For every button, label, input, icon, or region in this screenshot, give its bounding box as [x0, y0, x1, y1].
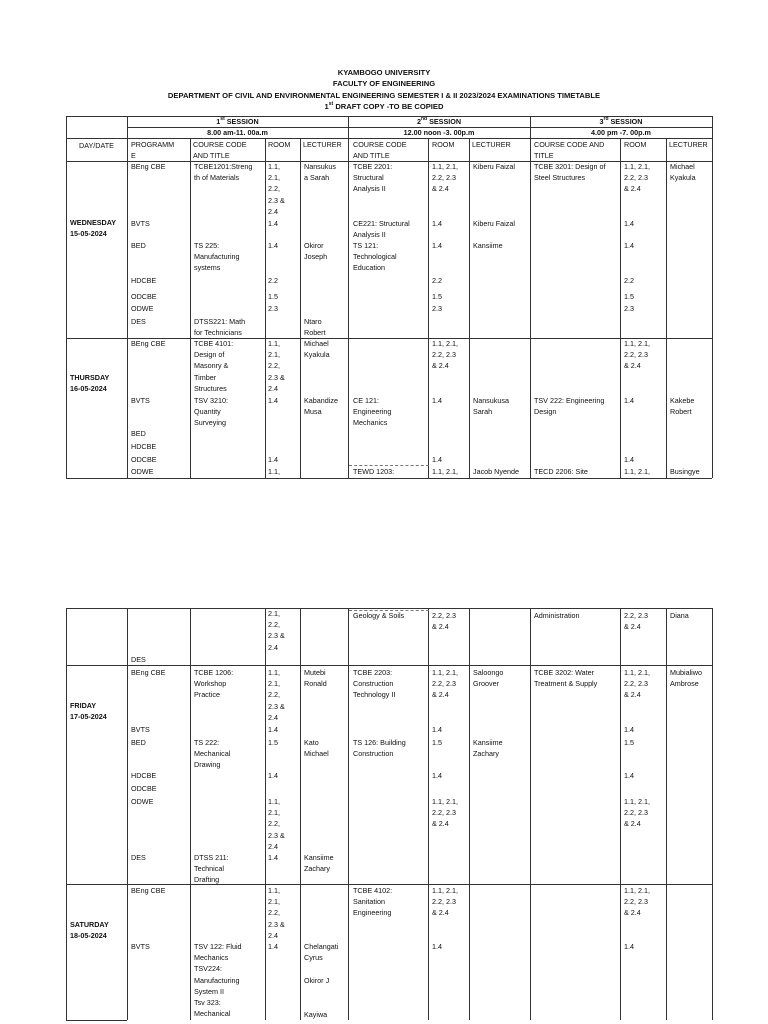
programme-cell: BED [131, 241, 146, 250]
lecturer-cell: Mubialiwo Ambrose [670, 668, 702, 689]
room-cell: 1.4 [268, 771, 278, 780]
room-cell: 1.4 [432, 942, 442, 951]
room-cell: 1.1, 2.1, 2.2, 2.3 & 2.4 [268, 668, 285, 722]
session-3-time: 4.00 pm -7. 00p.m [591, 128, 651, 137]
col-header-room-2: ROOM [432, 140, 455, 149]
programme-cell: DES [131, 655, 146, 664]
course-cell: TS 225: Manufacturing systems [194, 241, 240, 273]
programme-cell: BEng CBE [131, 668, 166, 677]
course-cell: Geology & Soils [353, 611, 405, 620]
room-cell: 1.4 [432, 396, 442, 405]
room-cell: 1.5 [624, 292, 634, 301]
session-1-time: 8.00 am-11. 00a.m [207, 128, 268, 137]
room-cell: 1.1, 2.1, 2.2, 2.3 & 2.4 [268, 162, 285, 216]
course-cell: DTSS221: Math for Technicians [194, 317, 246, 338]
room-cell: 1.4 [624, 219, 634, 228]
programme-cell: BVTS [131, 725, 150, 734]
room-cell: 1.1, 2.1, 2.2, 2.3 & 2.4 [624, 668, 650, 700]
room-cell: 1.1, 2.1, 2.2, 2.3 & 2.4 [624, 886, 650, 918]
course-cell: TSV 122: Fluid Mechanics TSV224: Manufacturing System II Tsv 323: Mechanical [194, 942, 242, 1019]
date-saturday: 18-05-2024 [70, 931, 107, 940]
programme-cell: BVTS [131, 396, 150, 405]
faculty-name: FACULTY OF ENGINEERING [332, 79, 436, 88]
room-cell: 2.3 [268, 304, 278, 313]
room-cell: 1.1, 2.1, 2.2, 2.3 & 2.4 [624, 797, 650, 829]
room-cell: 1.4 [624, 725, 634, 734]
lecturer-cell: Kabandize Musa [304, 396, 338, 417]
lecturer-cell: Saloongo Groover [473, 668, 504, 689]
col-header-lecturer-2: LECTURER [472, 140, 511, 149]
room-cell: 1.4 [624, 396, 634, 405]
col-header-course-2: COURSE CODE AND TITLE [353, 140, 407, 161]
room-cell: 1.5 [432, 292, 442, 301]
lecturer-cell: Ntaro Robert [304, 317, 326, 338]
room-cell: 1.4 [268, 725, 278, 734]
lecturer-cell: Kansiime Zachary [304, 853, 334, 874]
programme-cell: BED [131, 429, 146, 438]
col-header-course-3: COURSE CODE AND TITLE [534, 140, 605, 161]
lecturer-cell: Kato Michael [304, 738, 329, 759]
lecturer-cell: Kiberu Faizal [473, 219, 515, 228]
programme-cell: ODCBE [131, 292, 157, 301]
lecturer-cell: Kakebe Robert [670, 396, 695, 417]
day-thursday: THURSDAY [70, 373, 110, 382]
lecturer-cell: Kiberu Faizal [473, 162, 515, 171]
course-cell: TS 222: Mechanical Drawing [194, 738, 231, 770]
room-cell: 1.1, 2.1, 2.2, 2.3 & 2.4 [268, 339, 285, 393]
room-cell: 2.3 [624, 304, 634, 313]
course-cell: TSV 3210: Quantity Surveying [194, 396, 228, 428]
course-cell: Administration [534, 611, 580, 620]
programme-cell: BED [131, 738, 146, 747]
date-wednesday: 15-05-2024 [70, 229, 107, 238]
room-cell: 1.4 [268, 241, 278, 250]
room-cell: 1.1, 2.1, 2.2, 2.3 & 2.4 [624, 162, 650, 194]
room-cell: 1.4 [432, 725, 442, 734]
programme-cell: ODWE [131, 304, 154, 313]
room-cell: 2.2, 2.3 & 2.4 [624, 611, 648, 632]
lecturer-cell: Chelangati Cyrus [304, 942, 339, 963]
room-cell: 1.1, 2.1, 2.2, 2.3 & 2.4 [432, 668, 458, 700]
room-cell: 1.1, 2.1, 2.2, 2.3 & 2.4 [432, 797, 458, 829]
session-3-header: 3rd SESSION [599, 116, 643, 126]
course-cell: TEWD 1203: [353, 467, 395, 476]
lecturer-cell: Nansukusa Sarah [473, 396, 509, 417]
course-cell: TCBE 1206: Workshop Practice [194, 668, 234, 700]
programme-cell: DES [131, 317, 146, 326]
room-cell: 1.1, 2.1, 2.2, 2.3 & 2.4 [432, 339, 458, 371]
room-cell: 1.5 [624, 738, 634, 747]
room-cell: 1.1, [268, 467, 280, 476]
room-cell: 1.4 [624, 771, 634, 780]
room-cell: 1.4 [268, 853, 278, 862]
programme-cell: BEng CBE [131, 162, 166, 171]
room-cell: 1.4 [624, 241, 634, 250]
course-cell: TCBE 4102: Sanitation Engineering [353, 886, 393, 918]
course-cell: TECD 2206: Site [534, 467, 588, 476]
session-1-header: 1st SESSION [216, 116, 259, 126]
course-cell: CE 121: Engineering Mechanics [353, 396, 392, 428]
programme-cell: BVTS [131, 219, 150, 228]
col-header-course-1: COURSE CODE AND TITLE [193, 140, 247, 161]
room-cell: 1.4 [432, 771, 442, 780]
draft-note: 1st DRAFT COPY -TO BE COPIED [324, 101, 444, 111]
room-cell: 1.4 [624, 942, 634, 951]
col-header-programme: PROGRAMM E [131, 140, 175, 161]
room-cell: 1.1, 2.1, [432, 467, 458, 476]
room-cell: 1.4 [432, 241, 442, 250]
programme-cell: BVTS [131, 942, 150, 951]
lecturer-cell: Busingye [670, 467, 700, 476]
lecturer-cell: Mutebi Ronald [304, 668, 327, 689]
course-cell: TSV 222: Engineering Design [534, 396, 605, 417]
room-cell: 2.2 [624, 276, 634, 285]
col-header-room-3: ROOM [624, 140, 647, 149]
programme-cell: ODCBE [131, 784, 157, 793]
room-cell: 1.1, 2.1, 2.2, 2.3 & 2.4 [268, 886, 285, 940]
col-header-lecturer-1: LECTURER [303, 140, 342, 149]
lecturer-cell: Okiror Joseph [304, 241, 328, 262]
room-cell: 1.4 [268, 396, 278, 405]
programme-cell: HDCBE [131, 771, 157, 780]
course-cell: TCBE 3202: Water Treatment & Supply [534, 668, 598, 689]
programme-cell: HDCBE [131, 276, 157, 285]
room-cell: 1.5 [268, 292, 278, 301]
room-cell: 2.2 [432, 276, 442, 285]
programme-cell: HDCBE [131, 442, 157, 451]
room-cell: 1.4 [432, 219, 442, 228]
room-cell: 1.5 [268, 738, 278, 747]
lecturer-cell: Jacob Nyende [473, 467, 519, 476]
lecturer-cell: Okiror J [304, 976, 330, 985]
timetable-title: DEPARTMENT OF CIVIL AND ENVIRONMENTAL ENGINEERING SEMESTER I & II 2023/2024 EXAMINATIONS TIMETABLE [167, 91, 601, 100]
course-cell: TCBE 4101: Design of Masonry & Timber Structures [194, 339, 234, 393]
room-cell: 1.1, 2.1, 2.2, 2.3 & 2.4 [432, 162, 458, 194]
room-cell: 1.4 [268, 942, 278, 951]
programme-cell: ODCBE [131, 455, 157, 464]
room-cell: 1.1, 2.1, 2.2, 2.3 & 2.4 [624, 339, 650, 371]
room-cell: 2.3 [432, 304, 442, 313]
programme-cell: ODWE [131, 797, 154, 806]
room-cell: 1.1, 2.1, [624, 467, 650, 476]
lecturer-cell: Kayiwa [304, 1010, 328, 1019]
room-cell: 2.2, 2.3 & 2.4 [432, 611, 456, 632]
lecturer-cell: Michael Kyakula [670, 162, 696, 183]
col-header-room-1: ROOM [268, 140, 291, 149]
session-2-time: 12.00 noon -3. 00p.m [403, 128, 475, 137]
room-cell: 2.1, 2.2, 2.3 & 2.4 [268, 609, 285, 652]
course-cell: TCBE 2203: Construction Technology II [353, 668, 396, 700]
col-header-lecturer-3: LECTURER [669, 140, 708, 149]
room-cell: 1.1, 2.1, 2.2, 2.3 & 2.4 [432, 886, 458, 918]
programme-cell: BEng CBE [131, 886, 166, 895]
lecturer-cell: Diana [670, 611, 689, 620]
programme-cell: ODWE [131, 467, 154, 476]
lecturer-cell: Kansiime [473, 241, 503, 250]
course-cell: TCBE 3201: Design of Steel Structures [534, 162, 606, 183]
day-saturday: SATURDAY [70, 920, 109, 929]
day-friday: FRIDAY [70, 701, 97, 710]
course-cell: TS 121: Technological Education [353, 241, 397, 273]
session-2-header: 2nd SESSION [416, 116, 462, 126]
room-cell: 1.5 [432, 738, 442, 747]
room-cell: 1.4 [268, 455, 278, 464]
course-cell: TCBE1201:Streng th of Materials [194, 162, 253, 183]
course-cell: CE221: Structural Analysis II [353, 219, 410, 240]
date-friday: 17-05-2024 [70, 712, 107, 721]
programme-cell: BEng CBE [131, 339, 166, 348]
room-cell: 2.2 [268, 276, 278, 285]
programme-cell: DES [131, 853, 146, 862]
col-header-day-date: DAY/DATE [79, 141, 114, 150]
room-cell: 1.4 [624, 455, 634, 464]
lecturer-cell: Michael Kyakula [304, 339, 330, 360]
date-thursday: 16-05-2024 [70, 384, 107, 393]
lecturer-cell: Kansiime Zachary [473, 738, 503, 759]
university-name: KYAMBOGO UNIVERSITY [337, 68, 431, 77]
course-cell: TS 126: Building Construction [353, 738, 406, 759]
lecturer-cell: Nansukus a Sarah [304, 162, 336, 183]
course-cell: DTSS 211: Technical Drafting [194, 853, 229, 885]
day-wednesday: WEDNESDAY [70, 218, 117, 227]
room-cell: 1.1, 2.1, 2.2, 2.3 & 2.4 [268, 797, 285, 851]
course-cell: TCBE 2201: Structural Analysis II [353, 162, 393, 194]
room-cell: 1.4 [268, 219, 278, 228]
room-cell: 1.4 [432, 455, 442, 464]
